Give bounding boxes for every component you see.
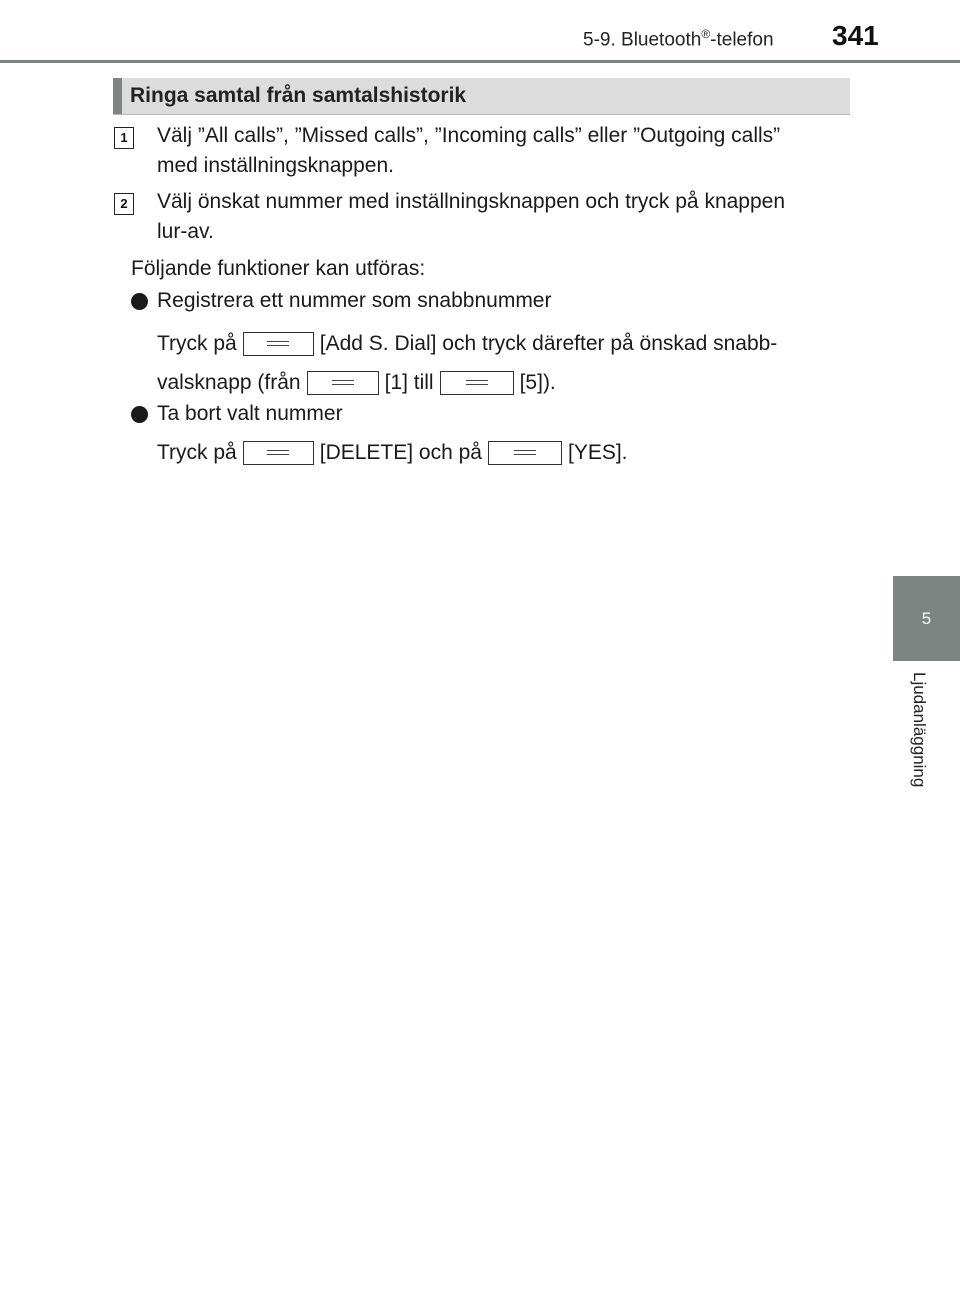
header-divider	[0, 60, 960, 63]
step-1-line-2: med inställningsknappen.	[157, 154, 394, 177]
page-number: 341	[832, 20, 879, 51]
selector-button-icon	[307, 371, 379, 395]
function-1-line-1	[157, 329, 777, 359]
bullet-icon	[131, 406, 148, 423]
function-1-title: Registrera ett nummer som snabbnummer	[157, 289, 552, 312]
header-section-suffix: -telefon	[710, 29, 774, 51]
section-header	[113, 78, 850, 115]
function-1-line-2	[157, 368, 556, 398]
function-1-line-1-after: [Add S. Dial] och tryck därefter på önskad snabb-	[319, 332, 778, 355]
function-2-line-1-after: [YES].	[567, 441, 628, 464]
step-2-line-2: lur-av.	[157, 220, 214, 243]
chapter-tab	[893, 576, 960, 661]
section-title: Ringa samtal från samtalshistorik	[130, 84, 467, 107]
function-2-line-1-mid: [DELETE] och på	[319, 441, 482, 464]
selector-button-icon	[243, 441, 314, 465]
function-1-line-1-before: Tryck på	[157, 332, 237, 355]
selector-button-icon	[488, 441, 562, 465]
step-2-line-1: Välj önskat nummer med inställningsknappen och tryck på knappen	[157, 190, 786, 213]
function-1-line-2-before: valsknapp (från	[157, 371, 301, 394]
running-header	[583, 27, 774, 51]
step-1-line-1: Välj ”All calls”, ”Missed calls”, ”Incoming calls” eller ”Outgoing calls”	[157, 124, 781, 147]
step-marker-2: 2	[114, 193, 134, 215]
chapter-tab-number: 5	[921, 608, 932, 628]
function-1-line-2-after: [5]).	[519, 371, 556, 394]
chapter-tab-label: Ljudanläggning	[910, 672, 929, 788]
function-2-line-1-before: Tryck på	[157, 441, 237, 464]
function-2-line-1	[157, 438, 628, 468]
section-header-accent	[113, 78, 122, 114]
selector-button-icon	[440, 371, 514, 395]
function-1-line-2-mid: [1] till	[384, 371, 434, 394]
header-section-prefix: 5-9. Bluetooth	[583, 29, 702, 51]
selector-button-icon	[243, 332, 314, 356]
functions-intro: Följande funktioner kan utföras:	[131, 257, 426, 280]
step-marker-1: 1	[114, 127, 134, 149]
registered-mark: ®	[701, 27, 711, 41]
function-2-title: Ta bort valt nummer	[157, 402, 343, 425]
bullet-icon	[131, 293, 148, 310]
